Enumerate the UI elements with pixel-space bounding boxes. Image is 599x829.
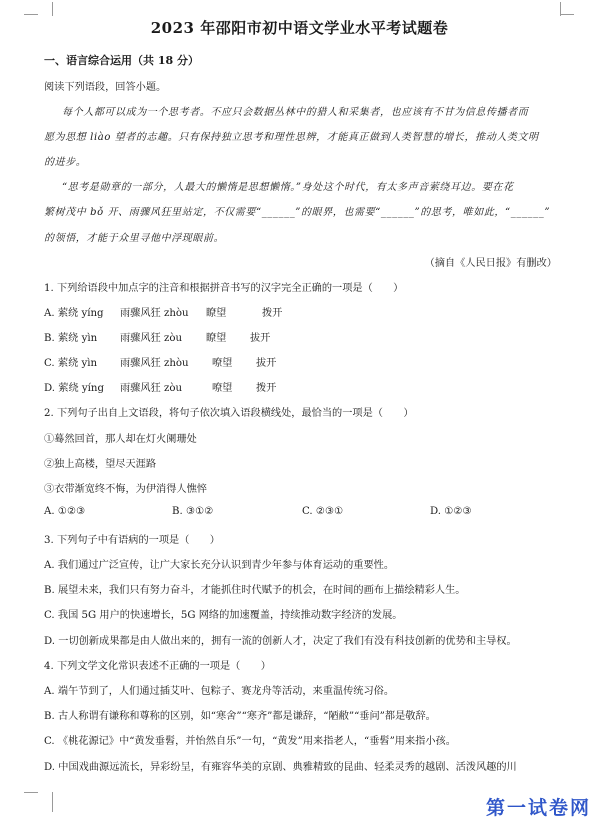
q2-option-a: A. ①②③ bbox=[44, 506, 86, 517]
q4-option-c: C. 《桃花源记》中“黄发垂髫，并怡然自乐”一句，“黄发”用来指老人，“垂髫”用来指小孩。 bbox=[44, 736, 456, 747]
q1-option-b-part: 瞭望 bbox=[206, 333, 227, 344]
passage-line: 愿为思想 liào 望者的志趣。只有保持独立思考和理性思辨，才能真正做到人类智慧的增长，推动人类文明 bbox=[44, 132, 539, 143]
q4-option-a: A. 端午节到了，人们通过插艾叶、包粽子、赛龙舟等活动，来重温传统习俗。 bbox=[44, 686, 395, 697]
q3-option-b: B. 展望未来，我们只有努力奋斗，才能抓住时代赋予的机会，在时间的画布上描绘精彩人生。 bbox=[44, 585, 466, 596]
question-3-stem: 3. 下列句子中有语病的一项是（ ） bbox=[44, 535, 220, 546]
q2-option-d: D. ①②③ bbox=[430, 506, 472, 517]
passage-line: 的进步。 bbox=[44, 157, 87, 168]
q1-option-d-part: 嘹望 bbox=[212, 383, 233, 394]
instruction: 阅读下列语段，回答小题。 bbox=[44, 82, 167, 93]
q1-option-d: D. 萦绕 yíng bbox=[44, 383, 104, 394]
q1-option-c-part: 拔开 bbox=[256, 358, 277, 369]
q1-option-c-part: 嘹望 bbox=[212, 358, 233, 369]
q1-option-a-part: 瞭望 bbox=[206, 308, 227, 319]
exam-title: 2023 年邵阳市初中语文学业水平考试题卷 bbox=[150, 19, 449, 37]
question-4-stem: 4. 下列文学文化常识表述不正确的一项是（ ） bbox=[44, 661, 271, 672]
passage-line: 每个人都可以成为一个思考者。不应只会数据丛林中的猎人和采集者，也应该有不甘为信息传播者而 bbox=[62, 107, 529, 118]
question-1-stem: 1. 下列给语段中加点字的注音和根据拼音书写的汉字完全正确的一项是（ ） bbox=[44, 283, 404, 294]
q2-option-c: C. ②③① bbox=[302, 506, 344, 517]
q1-option-c: C. 萦绕 yìn bbox=[44, 358, 98, 369]
q1-option-b: B. 萦绕 yìn bbox=[44, 333, 98, 344]
q2-option-b: B. ③①② bbox=[172, 506, 214, 517]
q1-option-c-part: 雨骤风狂 zhòu bbox=[120, 358, 189, 369]
source-note: （摘自《人民日报》有删改） bbox=[424, 258, 557, 269]
crop-mark-top-left bbox=[38, 2, 53, 16]
q3-option-c: C. 我国 5G 用户的快速增长，5G 网络的加速覆盖，持续推动数字经济的发展。 bbox=[44, 610, 403, 621]
q1-option-b-part: 拔开 bbox=[250, 333, 271, 344]
section-heading: 一、语言综合运用（共 18 分） bbox=[44, 54, 199, 67]
q1-option-d-part: 雨骤风狂 zòu bbox=[120, 383, 183, 394]
q1-option-d-part: 拨开 bbox=[256, 383, 277, 394]
crop-mark-bottom-left bbox=[38, 792, 53, 812]
crop-mark-bottom-left-h bbox=[24, 792, 38, 793]
q3-option-d: D. 一切创新成果都是由人做出来的，拥有一流的创新人才，决定了我们有没有科技创新的优势和主导权。 bbox=[44, 636, 517, 647]
watermark-logo: 第一试卷网 bbox=[486, 797, 592, 819]
q4-option-b: B. 古人称谓有谦称和尊称的区别，如“寒舍”“寒齐”都是谦辞，“陋敝”“垂问”都是敬辞。 bbox=[44, 711, 436, 722]
passage-line: 繁树茂中 bǒ 开、雨骤风狂里站定，不仅需要“______”的眼界，也需要“______”的思考，唯如此，“______” bbox=[44, 207, 551, 218]
q1-option-a: A. 萦绕 yíng bbox=[44, 308, 104, 319]
passage-line: 的领悟，才能于众里寻他中浮现眼前。 bbox=[44, 233, 225, 244]
q3-option-a: A. 我们通过广泛宣传，让广大家长充分认识到青少年参与体育运动的重要性。 bbox=[44, 560, 395, 571]
crop-mark-top-left-h bbox=[24, 14, 38, 15]
passage-line: “思考是勋章的一部分，人最大的懒惰是思想懒惰。”身处这个时代，有太多声音萦绕耳边。要在花 bbox=[62, 182, 514, 193]
q4-option-d: D. 中国戏曲源远流长，异彩纷呈，有雍容华美的京剧、典雅精致的昆曲、轻柔灵秀的越剧、活泼风趣的川 bbox=[44, 762, 517, 773]
q2-item: ②独上高楼，望尽天涯路 bbox=[44, 459, 157, 470]
q2-item: ③衣带渐宽终不悔，为伊消得人憔悴 bbox=[44, 484, 207, 495]
crop-mark-top-right-h bbox=[560, 14, 574, 15]
q1-option-b-part: 雨骤风狂 zòu bbox=[120, 333, 183, 344]
q2-item: ①蓦然回首，那人却在灯火阑珊处 bbox=[44, 434, 197, 445]
question-2-stem: 2. 下列句子出自上文语段，将句子依次填入语段横线处，最恰当的一项是（ ） bbox=[44, 408, 414, 419]
q1-option-a-part: 拨开 bbox=[262, 308, 283, 319]
q1-option-a-part: 雨骤风狂 zhòu bbox=[120, 308, 189, 319]
